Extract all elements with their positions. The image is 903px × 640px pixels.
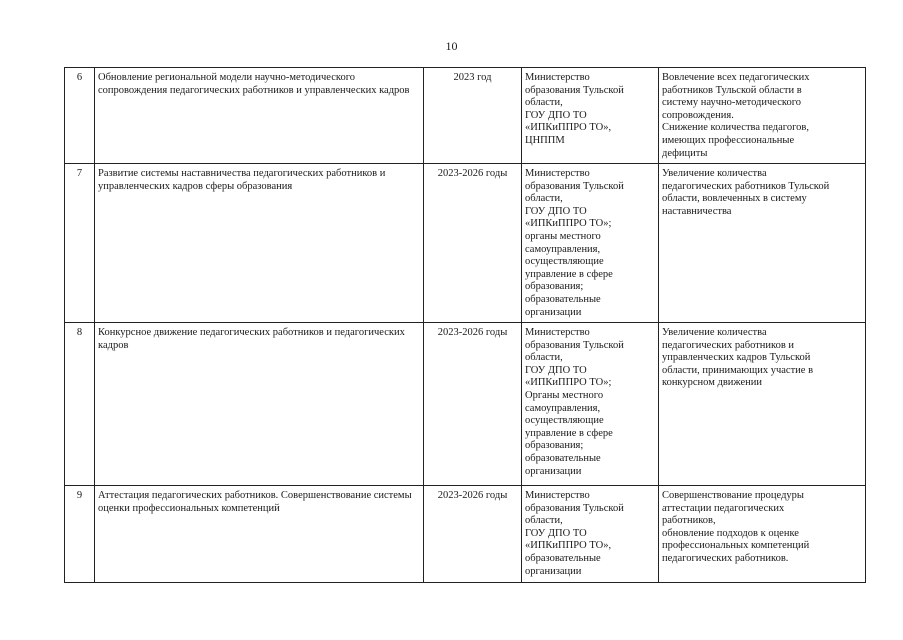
- executors-cell: Министерство образования Тульской области, ГОУ ДПО ТО «ИПКиППРО ТО»; Органы местного самоуправления, осуществляющие управление в сфере образования; образовательные организации: [522, 323, 659, 486]
- period-cell: 2023-2026 годы: [424, 164, 522, 323]
- row-number: 6: [65, 68, 95, 164]
- table-row: [65, 68, 866, 164]
- row-number: 9: [65, 486, 95, 583]
- activities-table: [64, 67, 866, 583]
- result-cell: Вовлечение всех педагогических работников Тульской области в систему научно-методического сопровождения. Снижение количества педагогов, имеющих профессиональные дефициты: [659, 68, 866, 164]
- activity-cell: Обновление региональной модели научно-методического сопровождения педагогических работников и управленческих кадров: [95, 68, 424, 164]
- executors-cell: Министерство образования Тульской области, ГОУ ДПО ТО «ИПКиППРО ТО», образовательные организации: [522, 486, 659, 583]
- result-cell: Увеличение количества педагогических работников Тульской области, вовлеченных в систему наставничества: [659, 164, 866, 323]
- activity-cell: Конкурсное движение педагогических работников и педагогических кадров: [95, 323, 424, 486]
- row-number: 7: [65, 164, 95, 323]
- executors-cell: Министерство образования Тульской области, ГОУ ДПО ТО «ИПКиППРО ТО»; органы местного самоуправления, осуществляющие управление в сфере образования; образовательные организации: [522, 164, 659, 323]
- executors-cell: Министерство образования Тульской области, ГОУ ДПО ТО «ИПКиППРО ТО», ЦНППМ: [522, 68, 659, 164]
- table-row: [65, 486, 866, 583]
- activity-cell: Развитие системы наставничества педагогических работников и управленческих кадров сферы образования: [95, 164, 424, 323]
- row-number: 8: [65, 323, 95, 486]
- result-cell: Увеличение количества педагогических работников и управленческих кадров Тульской области, принимающих участие в конкурсном движении: [659, 323, 866, 486]
- period-cell: 2023 год: [424, 68, 522, 164]
- period-cell: 2023-2026 годы: [424, 486, 522, 583]
- activity-cell: Аттестация педагогических работников. Совершенствование системы оценки профессиональных компетенций: [95, 486, 424, 583]
- page-number: 10: [445, 39, 458, 53]
- table-row: [65, 323, 866, 486]
- period-cell: 2023-2026 годы: [424, 323, 522, 486]
- table-row: [65, 164, 866, 323]
- result-cell: Совершенствование процедуры аттестации педагогических работников, обновление подходов к оценке профессиональных компетенций педагогических работников.: [659, 486, 866, 583]
